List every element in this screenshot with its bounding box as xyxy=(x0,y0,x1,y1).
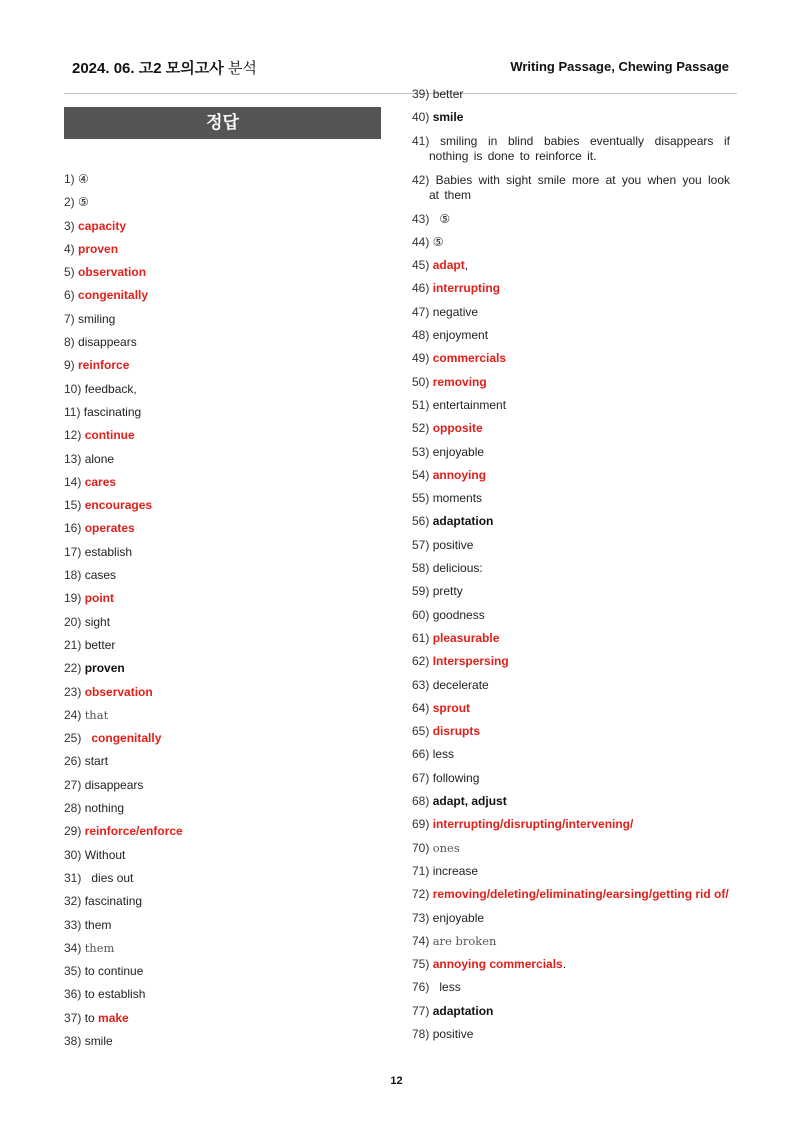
answer-item xyxy=(412,211,730,234)
answer-item xyxy=(64,334,384,357)
answer-item xyxy=(412,304,730,327)
answer-number: 28) xyxy=(64,801,82,816)
answer-item xyxy=(64,870,384,893)
answer-text: disappears xyxy=(78,335,137,350)
answer-item xyxy=(64,567,384,590)
answer-number: 21) xyxy=(64,637,82,652)
answer-number: 64) xyxy=(412,700,430,715)
answer-item xyxy=(412,513,730,536)
answer-text: capacity xyxy=(78,218,127,233)
answer-text: feedback, xyxy=(84,381,137,396)
answer-item xyxy=(412,234,730,257)
answer-text: proven xyxy=(84,661,125,676)
answer-text: enjoyable xyxy=(432,444,485,459)
answer-number: 18) xyxy=(64,568,82,583)
answer-number: 10) xyxy=(64,381,82,396)
answer-text: adaptation xyxy=(432,1003,494,1018)
answer-text: smiling xyxy=(78,311,116,326)
answer-text: fascinating xyxy=(83,404,142,419)
answer-item xyxy=(412,444,730,467)
answer-wrap xyxy=(412,134,730,164)
answer-text: adaptation xyxy=(432,514,494,529)
answer-text: increase xyxy=(432,863,479,878)
answer-number: 27) xyxy=(64,777,82,792)
answer-text: reinforce xyxy=(78,358,130,373)
page-header-title xyxy=(72,57,257,78)
answer-number: 72) xyxy=(412,887,430,902)
answer-item xyxy=(412,583,730,606)
answer-number: 66) xyxy=(412,747,430,762)
answer-item xyxy=(64,427,384,450)
answer-text: entertainment xyxy=(432,397,507,412)
answer-item xyxy=(64,730,384,753)
answer-item xyxy=(412,910,730,933)
answer-number: 78) xyxy=(412,1026,430,1041)
answer-text: disrupts xyxy=(432,724,481,739)
answer-number: 52) xyxy=(412,421,430,436)
answer-item xyxy=(412,280,730,303)
answer-text: smiling in blind babies eventually disappears if nothing is done to reinforce it. xyxy=(429,133,731,163)
answer-text: adapt, adjust xyxy=(432,794,507,809)
answer-number: 47) xyxy=(412,304,430,319)
header-subtitle: 분석 xyxy=(227,60,257,77)
answer-text: pretty xyxy=(432,584,463,599)
answer-text: adapt xyxy=(432,258,465,273)
answer-text: fascinating xyxy=(84,894,143,909)
answer-item xyxy=(412,630,730,653)
answer-number: 50) xyxy=(412,374,430,389)
answer-number: 15) xyxy=(64,498,82,513)
answer-item xyxy=(64,171,384,194)
answer-text: pleasurable xyxy=(432,630,500,645)
answer-text: annoying commercials xyxy=(432,957,563,972)
answer-item xyxy=(64,684,384,707)
answer-number: 25) xyxy=(64,731,82,746)
answer-item xyxy=(64,1033,384,1056)
answer-item xyxy=(412,700,730,723)
answer-item xyxy=(412,397,730,420)
answer-number: 34) xyxy=(64,940,82,955)
answer-item xyxy=(412,933,730,956)
answer-number: 32) xyxy=(64,894,82,909)
answer-text: decelerate xyxy=(432,677,489,692)
answer-item xyxy=(64,707,384,730)
answer-item xyxy=(412,350,730,373)
answer-item xyxy=(412,374,730,397)
answer-item xyxy=(64,823,384,846)
answer-number: 62) xyxy=(412,654,430,669)
answer-text: positive xyxy=(432,537,474,552)
answer-text: sight xyxy=(84,614,111,629)
answer-text: observation xyxy=(78,265,147,280)
answer-item xyxy=(64,194,384,217)
answer-item xyxy=(412,86,730,109)
answer-number: 71) xyxy=(412,863,430,878)
answer-number: 4) xyxy=(64,241,75,256)
answer-text: to continue xyxy=(84,964,144,979)
answer-text: enjoyable xyxy=(432,910,485,925)
answer-number: 13) xyxy=(64,451,82,466)
answer-item xyxy=(64,451,384,474)
answer-number: 16) xyxy=(64,521,82,536)
answer-prefix: to xyxy=(84,1010,99,1025)
answer-item xyxy=(412,770,730,793)
answer-text: better xyxy=(432,87,464,101)
answer-text: make xyxy=(98,1010,129,1025)
answer-item xyxy=(412,840,730,863)
answer-text: Interspersing xyxy=(432,654,509,669)
answer-item xyxy=(412,956,730,979)
page-header-right: Writing Passage, Chewing Passage xyxy=(510,59,729,74)
answer-text: establish xyxy=(84,544,133,559)
page-number: 12 xyxy=(390,1075,403,1087)
answer-item xyxy=(64,1010,384,1033)
answer-item xyxy=(64,544,384,567)
answer-number: 20) xyxy=(64,614,82,629)
answer-number: 24) xyxy=(64,707,82,722)
answer-number: 39) xyxy=(412,87,430,101)
answer-item xyxy=(412,746,730,769)
answer-number: 68) xyxy=(412,794,430,809)
answer-number: 65) xyxy=(412,724,430,739)
answer-number: 67) xyxy=(412,770,430,785)
answer-item xyxy=(64,311,384,334)
answer-number: 58) xyxy=(412,561,430,576)
answer-item xyxy=(64,893,384,916)
answer-text: nothing xyxy=(84,801,125,816)
answer-item xyxy=(412,653,730,676)
answer-item xyxy=(64,381,384,404)
answer-text: interrupting/disrupting/intervening/ xyxy=(432,817,634,832)
answer-text: congenitally xyxy=(78,288,149,303)
answer-text: dies out xyxy=(84,870,134,885)
answer-number: 44) xyxy=(412,234,430,249)
answer-number: 60) xyxy=(412,607,430,622)
answer-item xyxy=(412,172,730,211)
answer-text: delicious: xyxy=(432,561,483,576)
answer-text: operates xyxy=(84,521,135,536)
answer-number: 11) xyxy=(64,404,81,419)
answer-number: 59) xyxy=(412,584,430,599)
answer-text: opposite xyxy=(432,421,483,436)
answer-number: 54) xyxy=(412,467,430,482)
answer-item xyxy=(64,986,384,1009)
answer-suffix: . xyxy=(562,957,567,972)
answer-number: 53) xyxy=(412,444,430,459)
answer-number: 14) xyxy=(64,474,82,489)
answer-number: 17) xyxy=(64,544,82,559)
answer-text: removing/deleting/eliminating/earsing/getting rid of/ xyxy=(432,887,729,902)
header-title: 2024. 06. 고2 모의고사 xyxy=(72,60,224,77)
answer-item xyxy=(64,963,384,986)
answer-text: continue xyxy=(84,428,135,443)
answer-text: better xyxy=(84,637,116,652)
answer-number: 33) xyxy=(64,917,82,932)
answer-item xyxy=(64,614,384,637)
answer-number: 41) xyxy=(412,133,430,148)
answer-number: 48) xyxy=(412,328,430,343)
answer-item xyxy=(64,917,384,940)
answer-text: interrupting xyxy=(432,281,501,296)
answer-text: congenitally xyxy=(84,731,162,746)
answer-number: 69) xyxy=(412,817,430,832)
answer-number: 51) xyxy=(412,397,430,412)
answer-text: that xyxy=(84,707,109,722)
answer-item xyxy=(64,777,384,800)
answer-number: 77) xyxy=(412,1003,430,1018)
answer-text: Without xyxy=(84,847,126,862)
answer-text: smile xyxy=(84,1033,113,1048)
answer-number: 37) xyxy=(64,1010,82,1025)
answer-item xyxy=(64,847,384,870)
answer-text: alone xyxy=(84,451,115,466)
answer-number: 70) xyxy=(412,840,430,855)
answer-text: following xyxy=(432,770,480,785)
answer-wrap xyxy=(412,173,730,203)
answer-item xyxy=(412,723,730,746)
answer-item xyxy=(64,264,384,287)
answer-number: 46) xyxy=(412,281,430,296)
answer-text: ⑤ xyxy=(432,234,444,249)
answer-text: smile xyxy=(432,110,464,125)
answer-number: 1) xyxy=(64,172,75,186)
answer-number: 76) xyxy=(412,980,430,995)
answer-text: start xyxy=(84,754,109,769)
answer-number: 3) xyxy=(64,218,75,233)
answer-item xyxy=(64,660,384,683)
answer-number: 75) xyxy=(412,957,430,972)
answer-item xyxy=(412,677,730,700)
answer-item xyxy=(412,979,730,1002)
answer-item xyxy=(412,816,730,839)
answer-number: 29) xyxy=(64,824,82,839)
answer-number: 7) xyxy=(64,311,75,326)
answer-text: Babies with sight smile more at you when you look at them xyxy=(429,172,730,202)
answer-suffix: , xyxy=(464,258,469,273)
answer-text: cases xyxy=(84,568,117,583)
answer-number: 9) xyxy=(64,358,75,373)
answer-item xyxy=(64,520,384,543)
answer-number: 42) xyxy=(412,172,430,187)
answer-text: enjoyment xyxy=(432,328,489,343)
answer-number: 56) xyxy=(412,514,430,529)
answer-heading: 정답 xyxy=(64,107,381,139)
answer-item xyxy=(64,590,384,613)
answer-text: positive xyxy=(432,1026,474,1041)
answer-number: 74) xyxy=(412,933,430,948)
answer-item xyxy=(64,287,384,310)
answer-number: 35) xyxy=(64,964,82,979)
answer-text: them xyxy=(84,940,115,955)
answer-item xyxy=(64,357,384,380)
answer-item xyxy=(64,404,384,427)
answer-number: 38) xyxy=(64,1033,82,1048)
answer-number: 31) xyxy=(64,870,82,885)
answer-text: ones xyxy=(432,840,460,855)
answer-text: ⑤ xyxy=(432,211,451,226)
answer-number: 55) xyxy=(412,491,430,506)
answer-text: goodness xyxy=(432,607,485,622)
answer-number: 19) xyxy=(64,591,82,606)
answer-text: ⑤ xyxy=(78,195,89,210)
answer-item xyxy=(412,863,730,886)
answer-text: less xyxy=(432,980,461,995)
answer-text: less xyxy=(432,747,455,762)
answer-text: point xyxy=(84,591,115,606)
answer-item xyxy=(412,109,730,132)
answer-item xyxy=(412,886,730,909)
answer-item xyxy=(412,793,730,816)
answer-item xyxy=(412,467,730,490)
answer-item xyxy=(412,420,730,443)
answer-text: ④ xyxy=(78,172,89,186)
answer-item xyxy=(64,637,384,660)
answer-number: 23) xyxy=(64,684,82,699)
answer-item xyxy=(64,753,384,776)
answer-number: 61) xyxy=(412,630,430,645)
answer-number: 57) xyxy=(412,537,430,552)
answer-item xyxy=(412,607,730,630)
answer-text: moments xyxy=(432,491,483,506)
answer-text: encourages xyxy=(84,498,153,513)
answer-item xyxy=(412,537,730,560)
answer-text: proven xyxy=(78,241,119,256)
answer-text: annoying xyxy=(432,467,487,482)
answer-text: to establish xyxy=(84,987,146,1002)
answer-number: 5) xyxy=(64,265,75,280)
answer-text: removing xyxy=(432,374,487,389)
answer-text: commercials xyxy=(432,351,507,366)
answer-number: 8) xyxy=(64,335,75,350)
answer-number: 6) xyxy=(64,288,75,303)
answer-item xyxy=(64,218,384,241)
answer-item xyxy=(64,497,384,520)
answer-number: 73) xyxy=(412,910,430,925)
answer-number: 63) xyxy=(412,677,430,692)
answer-number: 43) xyxy=(412,211,430,226)
answer-text: observation xyxy=(84,684,153,699)
answer-item xyxy=(412,257,730,280)
answer-text: disappears xyxy=(84,777,144,792)
answer-item xyxy=(412,133,730,172)
answer-item xyxy=(64,800,384,823)
answer-text: cares xyxy=(84,474,117,489)
answer-text: them xyxy=(84,917,112,932)
answer-number: 26) xyxy=(64,754,82,769)
answer-text: sprout xyxy=(432,700,471,715)
answer-item xyxy=(64,940,384,963)
answer-number: 49) xyxy=(412,351,430,366)
answer-number: 36) xyxy=(64,987,82,1002)
answer-item xyxy=(64,241,384,264)
answer-number: 45) xyxy=(412,258,430,273)
answer-item xyxy=(64,474,384,497)
answer-number: 30) xyxy=(64,847,82,862)
answer-number: 2) xyxy=(64,195,75,210)
answer-list-left xyxy=(64,171,384,1056)
answer-number: 12) xyxy=(64,428,82,443)
answer-item xyxy=(412,490,730,513)
answer-text: negative xyxy=(432,304,479,319)
answer-item xyxy=(412,1026,730,1049)
answer-text: are broken xyxy=(432,933,497,948)
answer-text: reinforce/enforce xyxy=(84,824,183,839)
answer-number: 22) xyxy=(64,661,82,676)
answer-item xyxy=(412,560,730,583)
answer-number: 40) xyxy=(412,110,430,125)
answer-item xyxy=(412,327,730,350)
answer-item xyxy=(412,1003,730,1026)
answer-list-right xyxy=(412,86,730,1049)
